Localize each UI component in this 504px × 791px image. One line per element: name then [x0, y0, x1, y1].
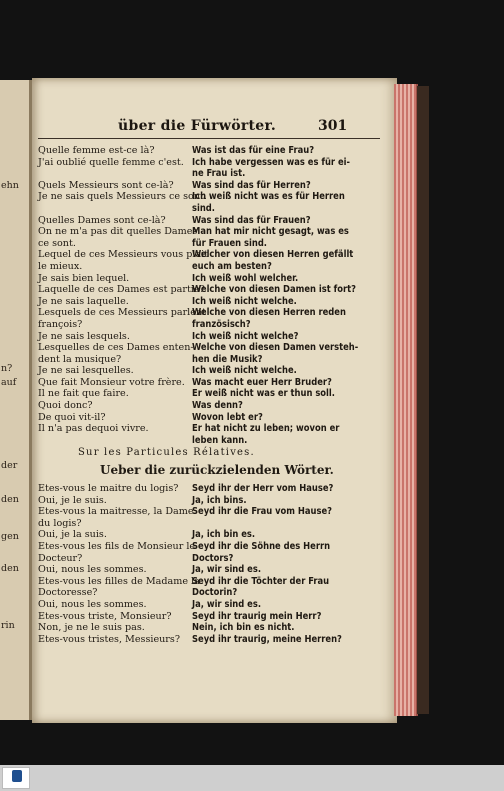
left-page-fragment: ehn — [1, 180, 19, 191]
text-line: Welche von diesen Damen versteh- — [192, 342, 359, 354]
text-line: französisch? — [192, 318, 251, 330]
library-logo-icon — [2, 767, 30, 789]
text-line: Que fait Monsieur votre frère. — [38, 376, 185, 388]
text-line: Laquelle de ces Dames est partie? — [38, 284, 205, 296]
text-line: Ich weiß nicht was es für Herren — [192, 191, 345, 203]
text-line: Ich habe vergessen was es für ei- — [192, 156, 350, 168]
left-page-fragment: den — [1, 494, 19, 505]
text-line: Je ne sai lesquelles. — [38, 365, 134, 377]
text-line: Quelles Dames sont ce-là? — [38, 214, 166, 226]
running-header-title: über die Fürwörter. — [118, 118, 277, 134]
text-line: Etes-vous tristes, Messieurs? — [38, 633, 180, 645]
text-line: Er hat nicht zu leben; wovon er — [192, 423, 340, 435]
left-page-fragment: der — [1, 460, 18, 471]
text-line: Ja, wir sind es. — [192, 598, 261, 610]
text-line: du logis? — [38, 517, 82, 529]
text-line: Doctors? — [192, 552, 234, 564]
text-line: Was macht euer Herr Bruder? — [192, 376, 332, 388]
page-number: 301 — [318, 118, 348, 134]
text-line: Seyd ihr die Frau vom Hause? — [192, 506, 333, 518]
text-line: Oui, nous les sommes. — [38, 598, 147, 610]
text-line: Was sind das für Frauen? — [192, 214, 311, 226]
page-edges — [394, 84, 418, 716]
text-line — [38, 168, 188, 180]
text-line: ne Frau ist. — [192, 168, 246, 180]
text-line: ce sont. — [38, 237, 76, 249]
text-line: Doctoresse? — [38, 587, 98, 599]
text-line: Nein, ich bin es nicht. — [192, 622, 295, 634]
text-line: Lesquelles de ces Dames enten- — [38, 342, 194, 354]
text-line: Etes-vous le maitre du logis? — [38, 483, 179, 494]
left-page-fragment: n? — [1, 363, 13, 374]
text-line: Lequel de ces Messieurs vous plait — [38, 249, 209, 261]
text-line: Je ne sais quels Messieurs ce sont. — [38, 191, 207, 203]
text-line: Etes-vous les filles de Madame la — [38, 575, 200, 587]
text-line: sind. — [192, 202, 215, 214]
text-line: Etes-vous triste, Monsieur? — [38, 610, 172, 622]
text-line: Man hat mir nicht gesagt, was es — [192, 226, 349, 238]
text-line: Lesquels de ces Messieurs parlent — [38, 307, 206, 319]
text-line: De quoi vit-il? — [38, 411, 106, 423]
text-line: Welche von diesen Herren reden — [192, 307, 346, 319]
text-line: Welche von diesen Damen ist fort? — [192, 284, 357, 296]
text-line: Etes-vous les fils de Monsieur le — [38, 540, 196, 552]
text-line: Oui, je la suis. — [38, 529, 107, 541]
text-line: Il n'a pas dequoi vivre. — [38, 423, 149, 435]
text-line: euch am besten? — [192, 260, 272, 272]
text-line: Doctorin? — [192, 587, 238, 599]
left-page-fragment: rin — [1, 620, 15, 631]
text-line: Ich weiß nicht welche. — [192, 365, 297, 377]
text-line: Ja, ich bin es. — [192, 529, 256, 541]
text-line: Seyd ihr die Söhne des Herrn — [192, 540, 331, 552]
section-subheading: Ueber die zurückzielenden Wörter. — [100, 463, 334, 477]
text-line: leben kann. — [192, 434, 248, 446]
text-line: Quels Messieurs sont ce-là? — [38, 179, 174, 191]
viewer-footer — [0, 765, 504, 791]
text-line: Welcher von diesen Herren gefällt — [192, 249, 354, 261]
text-line: Er weiß nicht was er thun soll. — [192, 388, 335, 400]
german-column-1 — [192, 145, 359, 446]
section-heading: Sur les Particules Rélatives. — [78, 447, 255, 458]
text-line: Je ne sais laquelle. — [38, 295, 129, 307]
french-column-2 — [38, 483, 200, 645]
header-rule — [38, 138, 380, 139]
text-line: Docteur? — [38, 552, 83, 564]
text-line: Wovon lebt er? — [192, 411, 263, 423]
left-page-fragment: den — [1, 563, 19, 574]
text-line: Il ne fait que faire. — [38, 388, 129, 400]
text-line: Quelle femme est-ce là? — [38, 145, 155, 156]
text-line: Etes-vous la maitresse, la Dame — [38, 506, 194, 518]
left-page-fragment: auf — [1, 377, 17, 388]
text-line: Oui, je le suis. — [38, 494, 107, 506]
text-line: Je sais bien lequel. — [38, 272, 130, 284]
text-line: Quoi donc? — [38, 400, 93, 412]
text-line: Seyd ihr traurig, meine Herren? — [192, 633, 342, 645]
text-line: für Frauen sind. — [192, 237, 267, 249]
text-line: Was denn? — [192, 400, 243, 412]
text-line: Was ist das für eine Frau? — [192, 145, 315, 156]
text-line: Je ne sais lesquels. — [38, 330, 130, 342]
left-page-fragment: gen — [1, 531, 19, 542]
text-line: Oui, nous les sommes. — [38, 564, 147, 576]
text-line: Seyd ihr der Herr vom Hause? — [192, 483, 334, 494]
text-line: Ja, wir sind es. — [192, 564, 261, 576]
text-line: Seyd ihr traurig mein Herr? — [192, 610, 322, 622]
text-line: Non, je ne le suis pas. — [38, 622, 145, 634]
text-line: On ne m'a pas dit quelles Dames — [38, 226, 198, 238]
text-line — [38, 203, 188, 215]
text-line: Ich weiß nicht welche. — [192, 295, 297, 307]
text-line — [192, 518, 352, 530]
text-line: le mieux. — [38, 260, 83, 272]
german-column-2 — [192, 483, 352, 645]
book-cover — [417, 86, 429, 714]
text-line: Ich weiß wohl welcher. — [192, 272, 299, 284]
text-line: J'ai oublié quelle femme c'est. — [38, 156, 184, 168]
left-page-edge — [0, 80, 32, 720]
text-line: Ja, ich bins. — [192, 494, 247, 506]
text-line: hen die Musik? — [192, 353, 263, 365]
text-line: Seyd ihr die Töchter der Frau — [192, 575, 330, 587]
text-line: françois? — [38, 318, 83, 330]
text-line: Ich weiß nicht welche? — [192, 330, 299, 342]
text-line: Was sind das für Herren? — [192, 179, 311, 191]
text-line: dent la musique? — [38, 353, 122, 365]
